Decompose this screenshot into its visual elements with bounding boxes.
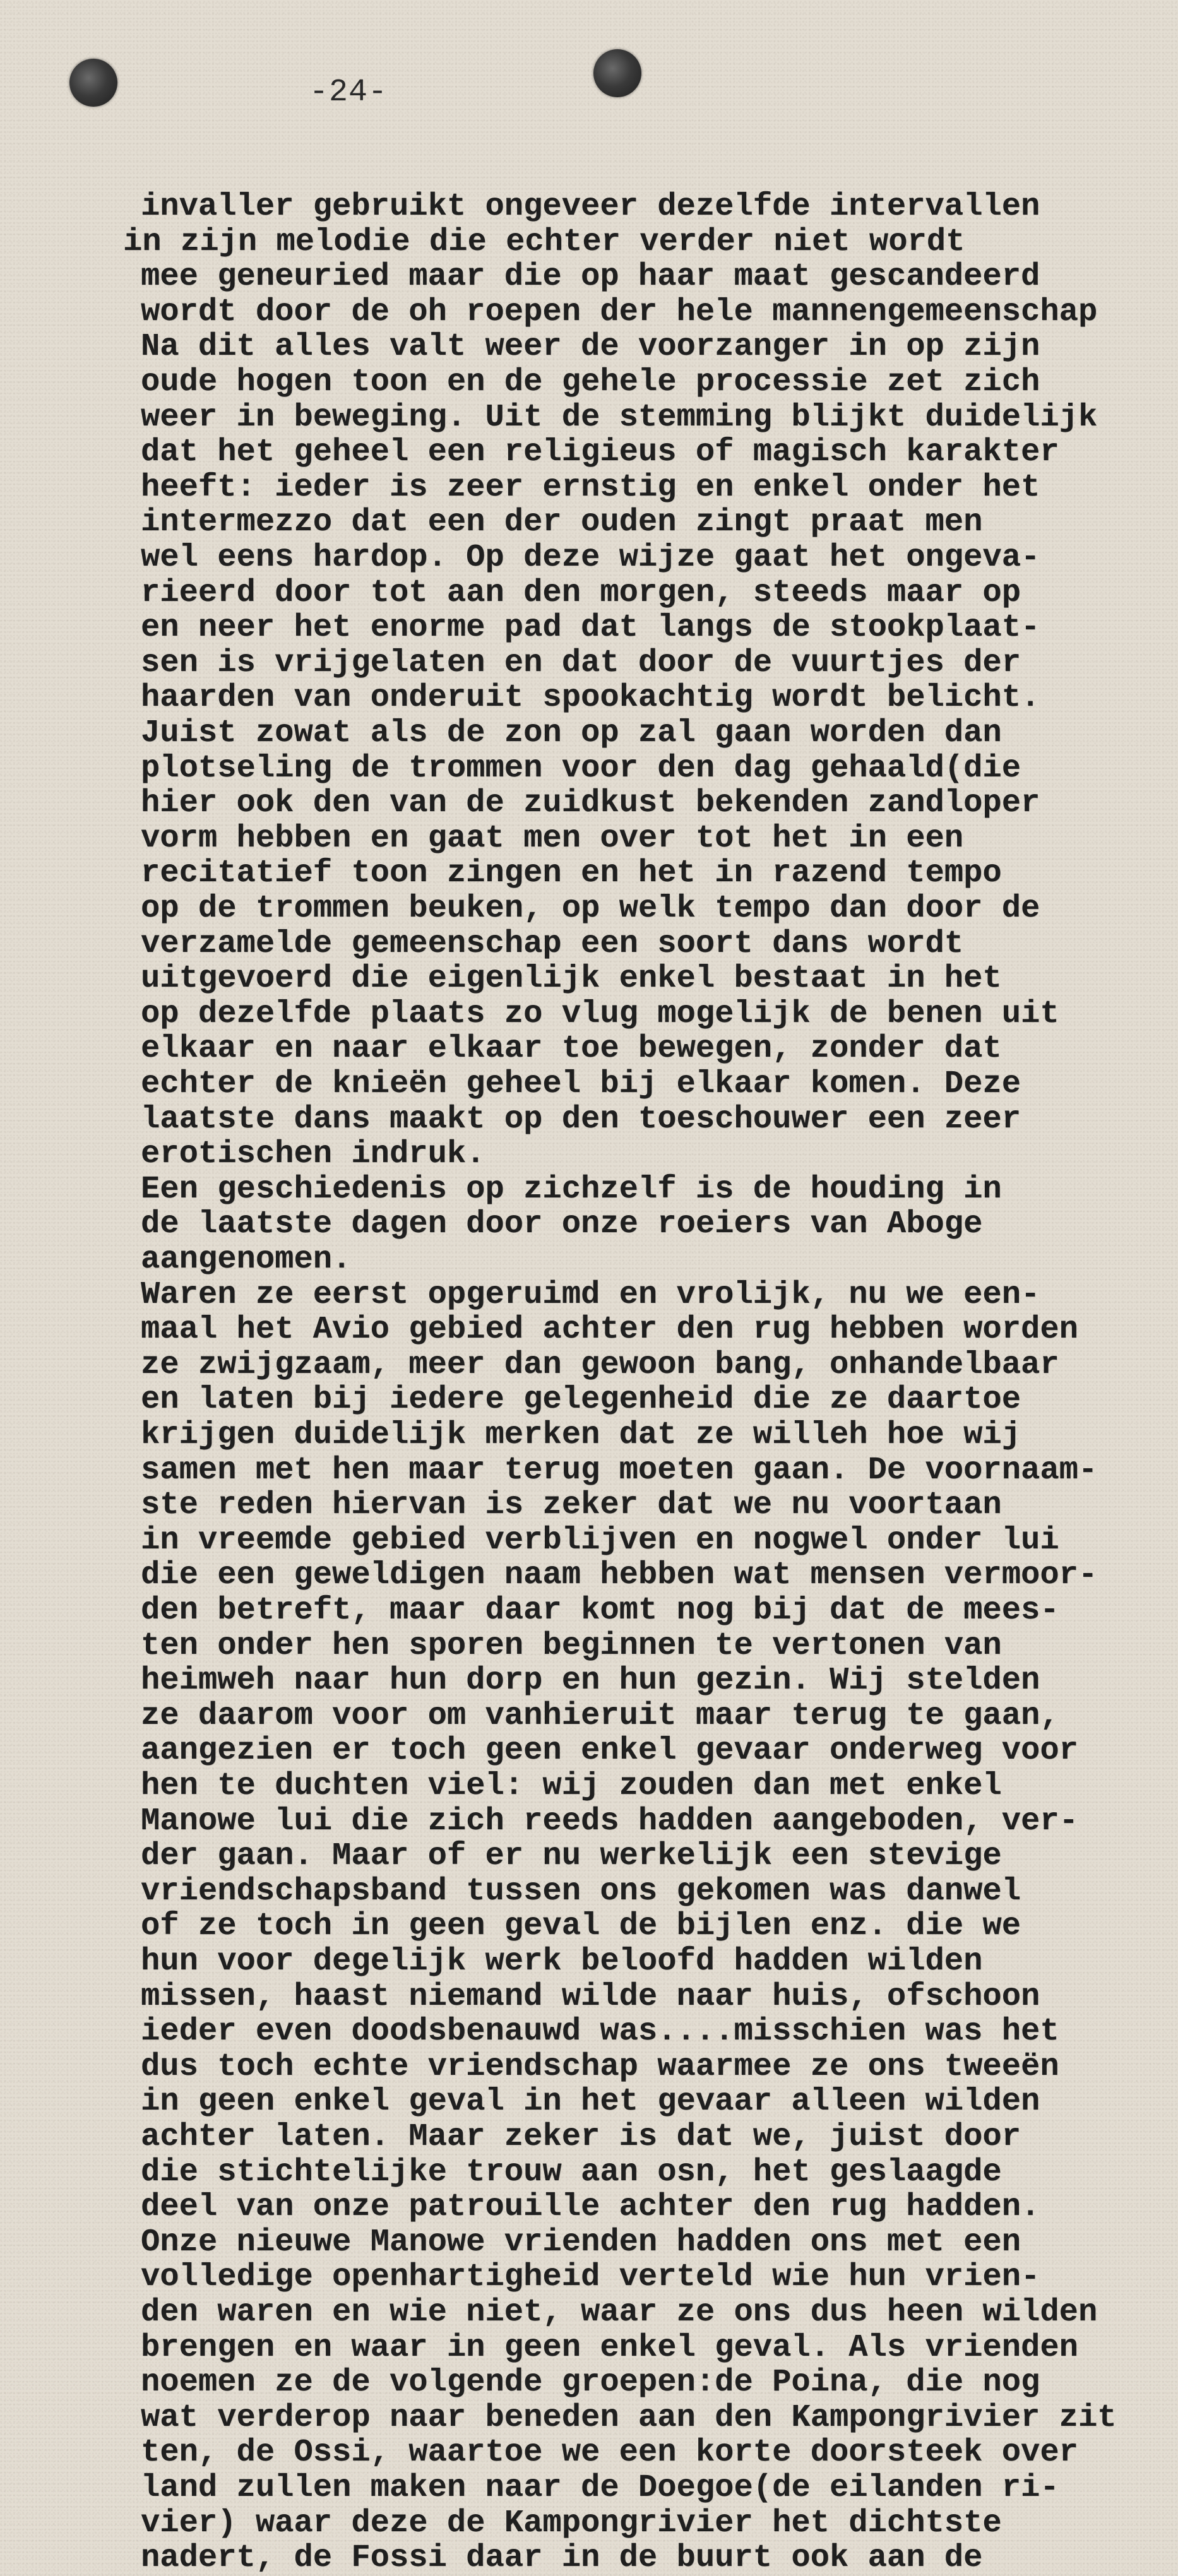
text-line: ten onder hen sporen beginnen te vertonen van <box>141 1627 1002 1664</box>
text-line: echter de knieën geheel bij elkaar komen. Deze <box>141 1066 1021 1102</box>
text-line: Na dit alles valt weer de voorzanger in op zijn <box>141 329 1040 365</box>
text-line: heimweh naar hun dorp en hun gezin. Wij stelden <box>141 1663 1040 1699</box>
text-line: in zijn melodie die echter verder niet wordt <box>123 223 965 260</box>
punch-hole-left <box>69 59 117 107</box>
text-line: Juist zowat als de zon op zal gaan worden dan <box>141 715 1002 751</box>
text-line: weer in beweging. Uit de stemming blijkt duidelijk <box>141 399 1098 436</box>
text-line: in geen enkel geval in het gevaar alleen wilden <box>141 2084 1040 2120</box>
text-line: vriendschapsband tussen ons gekomen was danwel <box>141 1873 1021 1909</box>
text-line: wat verderop naar beneden aan den Kampongrivier zit <box>141 2399 1117 2436</box>
text-line: ten, de Ossi, waartoe we een korte doorsteek over <box>141 2435 1078 2471</box>
text-line: volledige openhartigheid verteld wie hun vrien- <box>141 2259 1040 2296</box>
text-line: ieder even doodsbenauwd was....misschien was het <box>141 2014 1059 2050</box>
text-line: achter laten. Maar zeker is dat we, juist door <box>141 2119 1021 2155</box>
text-line: vorm hebben en gaat men over tot het in een <box>141 820 964 857</box>
text-line: wel eens hardop. Op deze wijze gaat het ongeva- <box>141 540 1040 576</box>
text-line: missen, haast niemand wilde naar huis, ofschoon <box>141 1978 1040 2015</box>
text-line: den waren en wie niet, waar ze ons dus heen wilden <box>141 2294 1098 2330</box>
text-line: die een geweldigen naam hebben wat mensen vermoor- <box>141 1557 1098 1594</box>
text-line: aangenomen. <box>141 1242 352 1278</box>
text-line: land zullen maken naar de Doegoe(de eilanden ri- <box>141 2470 1059 2506</box>
text-line: hier ook den van de zuidkust bekenden zandloper <box>141 785 1040 822</box>
text-line: plotseling de trommen voor den dag gehaald(die <box>141 750 1021 786</box>
text-line: heeft: ieder is zeer ernstig en enkel onder het <box>141 469 1040 506</box>
text-line: haarden van onderuit spookachtig wordt belicht. <box>141 680 1040 716</box>
text-line: oude hogen toon en de gehele processie zet zich <box>141 364 1040 400</box>
text-line: invaller gebruikt ongeveer dezelfde intervallen <box>141 189 1040 225</box>
text-line: sen is vrijgelaten en dat door de vuurtjes der <box>141 644 1021 681</box>
text-line: en neer het enorme pad dat langs de stookplaat- <box>141 610 1040 646</box>
text-line: die stichtelijke trouw aan osn, het geslaagde <box>141 2154 1002 2190</box>
text-line: noemen ze de volgende groepen:de Poina, die nog <box>141 2365 1040 2401</box>
text-line: in vreemde gebied verblijven en nogwel onder lui <box>141 1522 1059 1558</box>
text-line: recitatief toon zingen en het in razend tempo <box>141 855 1002 892</box>
text-line: hun voor degelijk werk beloofd hadden wilden <box>141 1944 983 1979</box>
text-line: verzamelde gemeenschap een soort dans wordt <box>141 925 964 962</box>
text-line: ste reden hiervan is zeker dat we nu voortaan <box>141 1487 1002 1524</box>
text-line: Onze nieuwe Manowe vrienden hadden ons met een <box>141 2224 1021 2260</box>
text-line: dat het geheel een religieus of magisch karakter <box>141 434 1059 471</box>
text-line: nadert, de Fossi daar in de buurt ook aan de <box>141 2540 983 2576</box>
text-line: der gaan. Maar of er nu werkelijk een stevige <box>141 1838 1002 1875</box>
text-line: op de trommen beuken, op welk tempo dan door de <box>141 891 1040 927</box>
text-line: samen met hen maar terug moeten gaan. De voornaam- <box>141 1452 1098 1488</box>
text-line: deel van onze patrouille achter den rug hadden. <box>141 2189 1040 2226</box>
text-line: de laatste dagen door onze roeiers van Aboge <box>141 1206 983 1243</box>
punch-hole-right <box>593 49 641 97</box>
text-line: elkaar en naar elkaar toe bewegen, zonder dat <box>141 1031 1002 1067</box>
text-line: brengen en waar in geen enkel geval. Als vrienden <box>141 2329 1078 2366</box>
text-line: intermezzo dat een der ouden zingt praat men <box>141 504 983 541</box>
text-line: en laten bij iedere gelegenheid die ze daartoe <box>141 1382 1021 1418</box>
text-line: ze daarom voor om vanhieruit maar terug te gaan, <box>141 1697 1059 1734</box>
text-line: Waren ze eerst opgeruimd en vrolijk, nu we een- <box>141 1276 1040 1313</box>
text-line: hen te duchten viel: wij zouden dan met enkel <box>141 1768 1002 1804</box>
text-line: mee geneuried maar die op haar maat gescandeerd <box>141 259 1040 295</box>
text-line: dus toch echte vriendschap waarmee ze ons tweeën <box>141 2048 1059 2085</box>
text-line: ze zwijgzaam, meer dan gewoon bang, onhandelbaar <box>141 1346 1059 1383</box>
text-line: wordt door de oh roepen der hele mannengemeenschap <box>141 294 1098 330</box>
text-line: erotischen indruk. <box>141 1136 485 1173</box>
text-line: den betreft, maar daar komt nog bij dat de mees- <box>141 1593 1059 1629</box>
text-line: uitgevoerd die eigenlijk enkel bestaat in het <box>141 961 1002 997</box>
page-number: -24- <box>309 74 388 110</box>
text-line: krijgen duidelijk merken dat ze willeh hoe wij <box>141 1417 1021 1453</box>
text-line: Manowe lui die zich reeds hadden aangeboden, ver- <box>141 1803 1078 1839</box>
text-line: laatste dans maakt op den toeschouwer een zeer <box>141 1101 1021 1137</box>
text-line: aangezien er toch geen enkel gevaar onderweg voor <box>141 1733 1078 1769</box>
text-line: of ze toch in geen geval de bijlen enz. die we <box>141 1908 1021 1945</box>
text-line: maal het Avio gebied achter den rug hebben worden <box>141 1312 1078 1348</box>
text-line: Een geschiedenis op zichzelf is de houding in <box>141 1171 1002 1208</box>
text-line: op dezelfde plaats zo vlug mogelijk de benen uit <box>141 995 1059 1032</box>
text-line: vier) waar deze de Kampongrivier het dichtste <box>141 2505 1002 2541</box>
text-line: rieerd door tot aan den morgen, steeds maar op <box>141 574 1021 611</box>
